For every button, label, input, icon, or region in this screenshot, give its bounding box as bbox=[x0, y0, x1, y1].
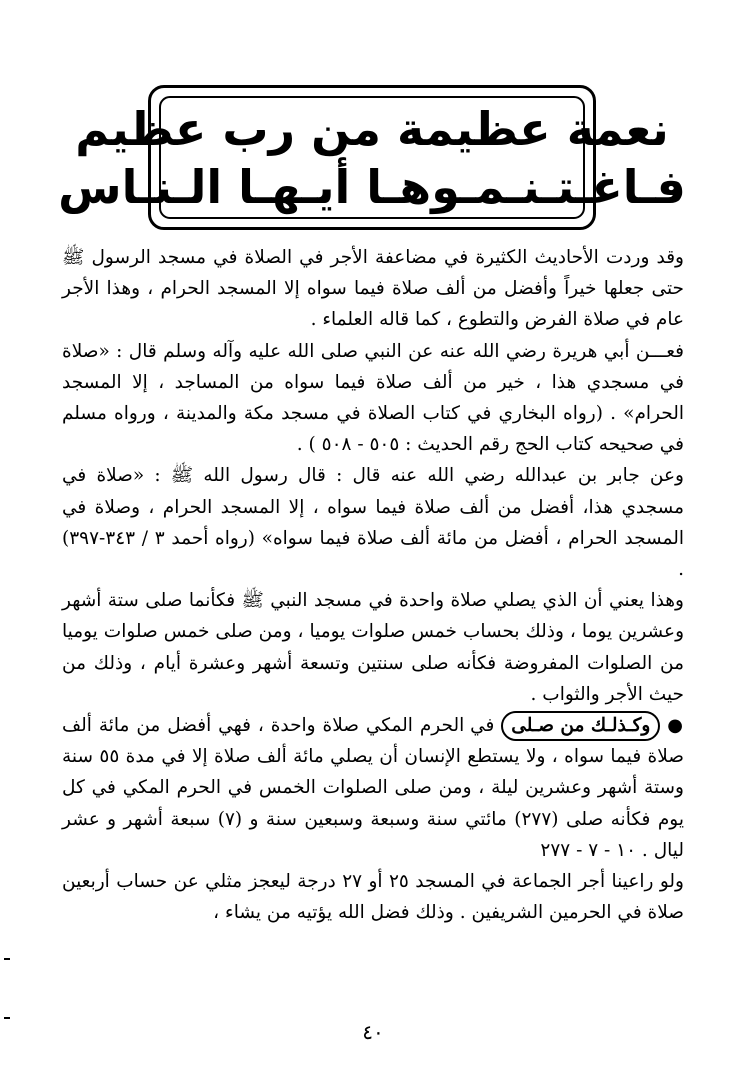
bullet-paragraph bbox=[62, 710, 684, 866]
body-text bbox=[62, 242, 684, 928]
margin-mark bbox=[4, 958, 10, 960]
title-inner-frame bbox=[58, 96, 686, 219]
page-number: ٤٠ bbox=[362, 1020, 384, 1044]
title-frame bbox=[58, 85, 686, 230]
paragraph-1: وقد وردت الأحاديث الكثيرة في مضاعفة الأجر في الصلاة في مسجد الرسول ﷺ حتى جعلها خيراً وأفضل من ألف صلاة فيما سواه إلا المسجد الحرام ، وهذا الأجر عام في صلاة الفرض والتطوع ، كما قاله العلماء . bbox=[62, 247, 684, 331]
circled-phrase: وكـذلـك من صـلى bbox=[501, 711, 660, 741]
title-line-1: نعمة عظيمة من رب عظيم bbox=[75, 101, 669, 156]
bullet-icon: ● bbox=[667, 715, 684, 737]
paragraph-last: ولو راعينا أجر الجماعة في المسجد ٢٥ أو ٢٧ درجة ليعجز مثلي عن حساب أربعين صلاة في الحرمين الشريفين . وذلك فضل الله يؤتيه من يشاء ، bbox=[62, 871, 684, 924]
margin-mark bbox=[4, 1017, 10, 1019]
paragraph-4: وهذا يعني أن الذي يصلي صلاة واحدة في مسجد النبي ﷺ فكأنما صلى ستة أشهر وعشرين يوما ، وذلك بحساب خمس صلوات يوميا ، ومن صلى خمس صلوات يوميا من الصلوات المفروضة فكأنه صلى سنتين وتسعة أشهر وعشرة أيام ، وذلك من حيث الأجر والثواب . bbox=[62, 590, 684, 705]
bullet-text: في الحرم المكي صلاة واحدة ، فهي أفضل من مائة ألف صلاة فيما سواه ، ولا يستطع الإنسان أن يصلي مائة ألف صلاة إلا في مدة ٥٥ سنة وستة أشهر وعشرين ليلة ، ومن صلى الصلوات الخمس في الحرم المكي في كل يوم فكأنه صلى (٢٧٧) مائتي سنة وسبعة وسبعين سنة و (٧) سبعة أشهر و عشر ليال . ١٠ - ٧ - ٢٧٧ bbox=[62, 715, 684, 861]
title-line-2: فـاغـتـنـمـوهـا أيـهـا الـنـاس bbox=[58, 159, 686, 214]
paragraph-3: وعن جابر بن عبدالله رضي الله عنه قال : قال رسول الله ﷺ : «صلاة في مسجدي هذا، أفضل من ألف صلاة فيما سواه ، إلا المسجد الحرام ، وصلاة في المسجد الحرام ، أفضل من مائة ألف صلاة فيما سواه» (رواه أحمد ٣ / ٣٤٣-٣٩٧) . bbox=[62, 465, 684, 581]
paragraph-2: فعـــن أبي هريرة رضي الله عنه عن النبي صلى الله عليه وآله وسلم قال : «صلاة في مسجدي هذا ، خير من ألف صلاة فيما سواه من المساجد ، إلا المسجد الحرام» . (رواه البخاري في كتاب الصلاة في مسجد مكة والمدينة ، ورواه مسلم في صحيحه كتاب الحج رقم الحديث : ٥٠٥ - ٥٠٨ ) . bbox=[62, 340, 684, 456]
